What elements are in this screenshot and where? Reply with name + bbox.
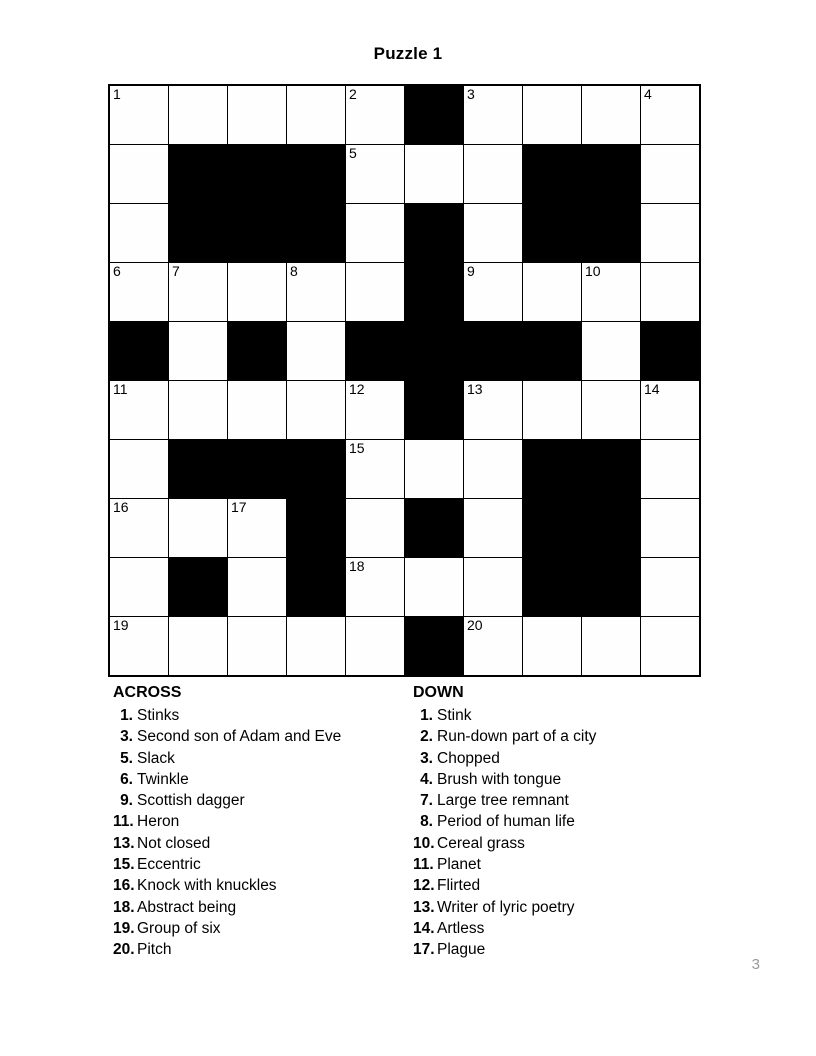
grid-cell-open[interactable] — [405, 440, 464, 499]
grid-cell-open[interactable] — [464, 499, 523, 558]
clue-number: 3. — [420, 749, 433, 767]
crossword-grid-table — [108, 84, 701, 677]
grid-cell-number: 8 — [290, 263, 298, 279]
clue-number: 2. — [420, 728, 433, 746]
down-heading: DOWN — [413, 684, 464, 701]
page-title: Puzzle 1 — [373, 44, 443, 63]
clue-text: Run-down part of a city — [437, 728, 597, 746]
clues-section — [110, 684, 710, 961]
grid-cell-open[interactable] — [346, 85, 405, 145]
down-clues-column — [410, 684, 710, 961]
grid-cell-block — [169, 145, 228, 204]
grid-cell-block — [582, 145, 641, 204]
clue-number: 11. — [413, 856, 434, 874]
across-clue-list — [110, 705, 410, 961]
grid-cell-open[interactable] — [109, 85, 169, 145]
grid-cell-open[interactable] — [464, 381, 523, 440]
grid-cell-number: 13 — [467, 381, 483, 397]
grid-cell-block — [641, 322, 701, 381]
grid-cell-open[interactable] — [169, 499, 228, 558]
clue-item — [113, 748, 410, 769]
grid-cell-block — [109, 322, 169, 381]
grid-cell-open[interactable] — [641, 617, 701, 677]
grid-cell-open[interactable] — [109, 204, 169, 263]
clue-text: Stink — [437, 707, 472, 724]
clue-number: 9. — [120, 792, 133, 810]
grid-cell-open[interactable] — [169, 322, 228, 381]
clue-number: 20. — [113, 941, 135, 959]
clue-text: Artless — [437, 919, 485, 937]
grid-cell-block — [523, 204, 582, 263]
clue-text: Heron — [137, 813, 180, 831]
grid-cell-number: 9 — [467, 263, 475, 279]
clue-text: Slack — [137, 749, 175, 767]
clue-number: 6. — [120, 770, 133, 788]
grid-cell-open[interactable] — [523, 263, 582, 322]
grid-cell-open[interactable] — [582, 381, 641, 440]
clue-number: 8. — [420, 813, 433, 831]
grid-cell-number: 17 — [231, 499, 247, 515]
clue-item — [113, 875, 410, 896]
clue-number: 3. — [120, 728, 133, 746]
grid-cell-block — [228, 145, 287, 204]
clue-item — [113, 726, 410, 747]
across-clues-column — [110, 684, 410, 961]
grid-cell-block — [582, 558, 641, 617]
clue-text: Cereal grass — [437, 834, 525, 852]
clue-text: Eccentric — [137, 856, 201, 874]
down-clue-list — [410, 705, 710, 961]
clue-item — [113, 811, 410, 832]
grid-cell-open[interactable] — [109, 440, 169, 499]
grid-cell-block — [582, 440, 641, 499]
grid-cell-open[interactable] — [641, 263, 701, 322]
grid-cell-block — [287, 558, 346, 617]
grid-cell-open[interactable] — [641, 558, 701, 617]
grid-cell-block — [523, 145, 582, 204]
clue-number: 15. — [113, 856, 135, 874]
clue-item — [413, 897, 710, 918]
clue-number: 13. — [413, 898, 435, 916]
clue-number: 1. — [420, 707, 433, 724]
grid-cell-open[interactable] — [464, 204, 523, 263]
grid-cell-open[interactable] — [641, 440, 701, 499]
grid-cell-open[interactable] — [464, 440, 523, 499]
clue-number: 16. — [113, 877, 135, 895]
grid-cell-open[interactable] — [346, 558, 405, 617]
clue-text: Flirted — [437, 877, 481, 895]
grid-cell-open[interactable] — [287, 617, 346, 677]
grid-cell-open[interactable] — [169, 263, 228, 322]
grid-cell-open[interactable] — [464, 617, 523, 677]
grid-cell-number: 10 — [585, 263, 601, 279]
grid-row — [109, 440, 700, 499]
grid-row — [109, 263, 700, 322]
clue-text: Stinks — [137, 707, 180, 724]
grid-cell-open[interactable] — [523, 381, 582, 440]
grid-cell-block — [523, 558, 582, 617]
clue-item — [413, 811, 710, 832]
grid-cell-open[interactable] — [109, 617, 169, 677]
clue-number: 18. — [113, 898, 135, 916]
grid-cell-open[interactable] — [109, 499, 169, 558]
across-heading: ACROSS — [113, 684, 182, 701]
grid-cell-block — [228, 322, 287, 381]
grid-cell-number: 4 — [644, 86, 652, 102]
grid-cell-block — [169, 558, 228, 617]
clue-item — [113, 897, 410, 918]
grid-cell-open[interactable] — [287, 322, 346, 381]
grid-cell-block — [169, 204, 228, 263]
grid-cell-open[interactable] — [346, 145, 405, 204]
grid-cell-block — [287, 499, 346, 558]
grid-cell-open[interactable] — [641, 204, 701, 263]
grid-cell-open[interactable] — [228, 617, 287, 677]
grid-cell-number: 18 — [349, 558, 365, 574]
grid-cell-number: 16 — [113, 499, 129, 515]
clue-number: 11. — [113, 813, 134, 831]
grid-cell-open[interactable] — [464, 263, 523, 322]
grid-cell-open[interactable] — [464, 558, 523, 617]
grid-cell-open[interactable] — [228, 558, 287, 617]
grid-cell-number: 1 — [113, 86, 121, 102]
clue-number: 1. — [120, 707, 133, 724]
grid-cell-block — [405, 499, 464, 558]
grid-cell-open[interactable] — [169, 617, 228, 677]
grid-cell-open[interactable] — [346, 617, 405, 677]
clue-text: Plague — [437, 941, 486, 959]
grid-row — [109, 499, 700, 558]
grid-cell-block — [405, 322, 464, 381]
clue-item — [413, 705, 710, 726]
grid-cell-open[interactable] — [582, 617, 641, 677]
grid-cell-open[interactable] — [523, 85, 582, 145]
grid-cell-number: 11 — [113, 381, 128, 397]
clue-item — [113, 918, 410, 939]
clue-text: Large tree remnant — [437, 792, 569, 810]
grid-row — [109, 558, 700, 617]
grid-cell-open[interactable] — [641, 85, 701, 145]
grid-cell-open[interactable] — [641, 499, 701, 558]
grid-cell-number: 15 — [349, 440, 365, 456]
grid-cell-open[interactable] — [641, 381, 701, 440]
grid-cell-open[interactable] — [523, 617, 582, 677]
clue-number: 7. — [420, 792, 433, 810]
grid-cell-block — [582, 204, 641, 263]
grid-cell-number: 14 — [644, 381, 660, 397]
clue-number: 5. — [120, 749, 133, 767]
grid-cell-open[interactable] — [405, 145, 464, 204]
clue-number: 12. — [413, 877, 435, 895]
grid-cell-open[interactable] — [109, 558, 169, 617]
crossword-grid — [108, 84, 701, 677]
clue-text: Abstract being — [137, 898, 237, 916]
clue-item — [113, 854, 410, 875]
clue-item — [413, 769, 710, 790]
crossword-grid-body — [109, 85, 700, 676]
clue-number: 17. — [413, 941, 435, 959]
grid-cell-block — [169, 440, 228, 499]
grid-cell-open[interactable] — [464, 145, 523, 204]
clue-text: Writer of lyric poetry — [437, 898, 575, 916]
grid-row — [109, 322, 700, 381]
clue-item — [413, 748, 710, 769]
clue-text: Brush with tongue — [437, 770, 562, 788]
clue-number: 4. — [420, 770, 433, 788]
grid-cell-open[interactable] — [287, 381, 346, 440]
clue-item — [113, 769, 410, 790]
grid-cell-number: 5 — [349, 145, 357, 161]
grid-cell-number: 19 — [113, 617, 129, 633]
grid-cell-open[interactable] — [109, 381, 169, 440]
grid-cell-block — [582, 499, 641, 558]
grid-cell-block — [228, 204, 287, 263]
grid-cell-block — [228, 440, 287, 499]
grid-cell-block — [346, 322, 405, 381]
clue-number: 19. — [113, 919, 135, 937]
grid-cell-open[interactable] — [169, 381, 228, 440]
clue-item — [413, 726, 710, 747]
clue-item — [413, 854, 710, 875]
grid-cell-number: 7 — [172, 263, 180, 279]
grid-cell-block — [405, 85, 464, 145]
grid-cell-block — [287, 204, 346, 263]
grid-cell-open[interactable] — [464, 85, 523, 145]
grid-cell-open[interactable] — [346, 499, 405, 558]
grid-cell-number: 12 — [349, 381, 365, 397]
grid-cell-open[interactable] — [582, 85, 641, 145]
grid-cell-open[interactable] — [582, 322, 641, 381]
clue-item — [113, 790, 410, 811]
clue-number: 10. — [413, 834, 435, 852]
grid-cell-number: 3 — [467, 86, 475, 102]
grid-cell-open[interactable] — [641, 145, 701, 204]
grid-cell-block — [405, 381, 464, 440]
grid-cell-open[interactable] — [346, 440, 405, 499]
clue-text: Planet — [437, 856, 481, 874]
grid-cell-block — [523, 440, 582, 499]
grid-row — [109, 381, 700, 440]
grid-cell-open[interactable] — [228, 263, 287, 322]
grid-cell-open[interactable] — [346, 381, 405, 440]
grid-cell-number: 2 — [349, 86, 357, 102]
clue-item — [413, 939, 710, 960]
clue-text: Knock with knuckles — [137, 877, 277, 895]
clue-item — [113, 705, 410, 726]
grid-row — [109, 85, 700, 145]
grid-cell-open[interactable] — [582, 263, 641, 322]
clue-item — [113, 939, 410, 960]
grid-cell-block — [523, 322, 582, 381]
clue-item — [113, 833, 410, 854]
grid-cell-number: 20 — [467, 617, 483, 633]
clue-text: Scottish dagger — [137, 792, 245, 810]
grid-cell-open[interactable] — [228, 85, 287, 145]
clue-text: Second son of Adam and Eve — [137, 728, 342, 746]
grid-cell-number: 6 — [113, 263, 121, 279]
clue-item — [413, 918, 710, 939]
grid-row — [109, 617, 700, 677]
grid-cell-open[interactable] — [169, 85, 228, 145]
grid-cell-open[interactable] — [228, 499, 287, 558]
grid-cell-block — [287, 440, 346, 499]
page-number: 3 — [751, 956, 760, 973]
grid-cell-open[interactable] — [346, 263, 405, 322]
grid-cell-open[interactable] — [346, 204, 405, 263]
clue-text: Period of human life — [437, 813, 575, 831]
grid-cell-block — [405, 263, 464, 322]
clue-text: Twinkle — [137, 770, 189, 788]
grid-cell-block — [464, 322, 523, 381]
clue-text: Pitch — [137, 941, 172, 959]
clue-text: Group of six — [137, 919, 221, 937]
clue-number: 14. — [413, 919, 435, 937]
clue-text: Not closed — [137, 834, 211, 852]
grid-row — [109, 204, 700, 263]
clue-text: Chopped — [437, 749, 500, 767]
grid-cell-block — [287, 145, 346, 204]
grid-cell-open[interactable] — [109, 145, 169, 204]
clue-number: 13. — [113, 834, 135, 852]
grid-cell-block — [405, 617, 464, 677]
grid-cell-open[interactable] — [287, 85, 346, 145]
clue-item — [413, 790, 710, 811]
grid-cell-open[interactable] — [109, 263, 169, 322]
clue-item — [413, 833, 710, 854]
clue-item — [413, 875, 710, 896]
grid-cell-block — [405, 204, 464, 263]
grid-cell-open[interactable] — [405, 558, 464, 617]
grid-cell-open[interactable] — [228, 381, 287, 440]
grid-cell-block — [523, 499, 582, 558]
grid-cell-open[interactable] — [287, 263, 346, 322]
grid-row — [109, 145, 700, 204]
